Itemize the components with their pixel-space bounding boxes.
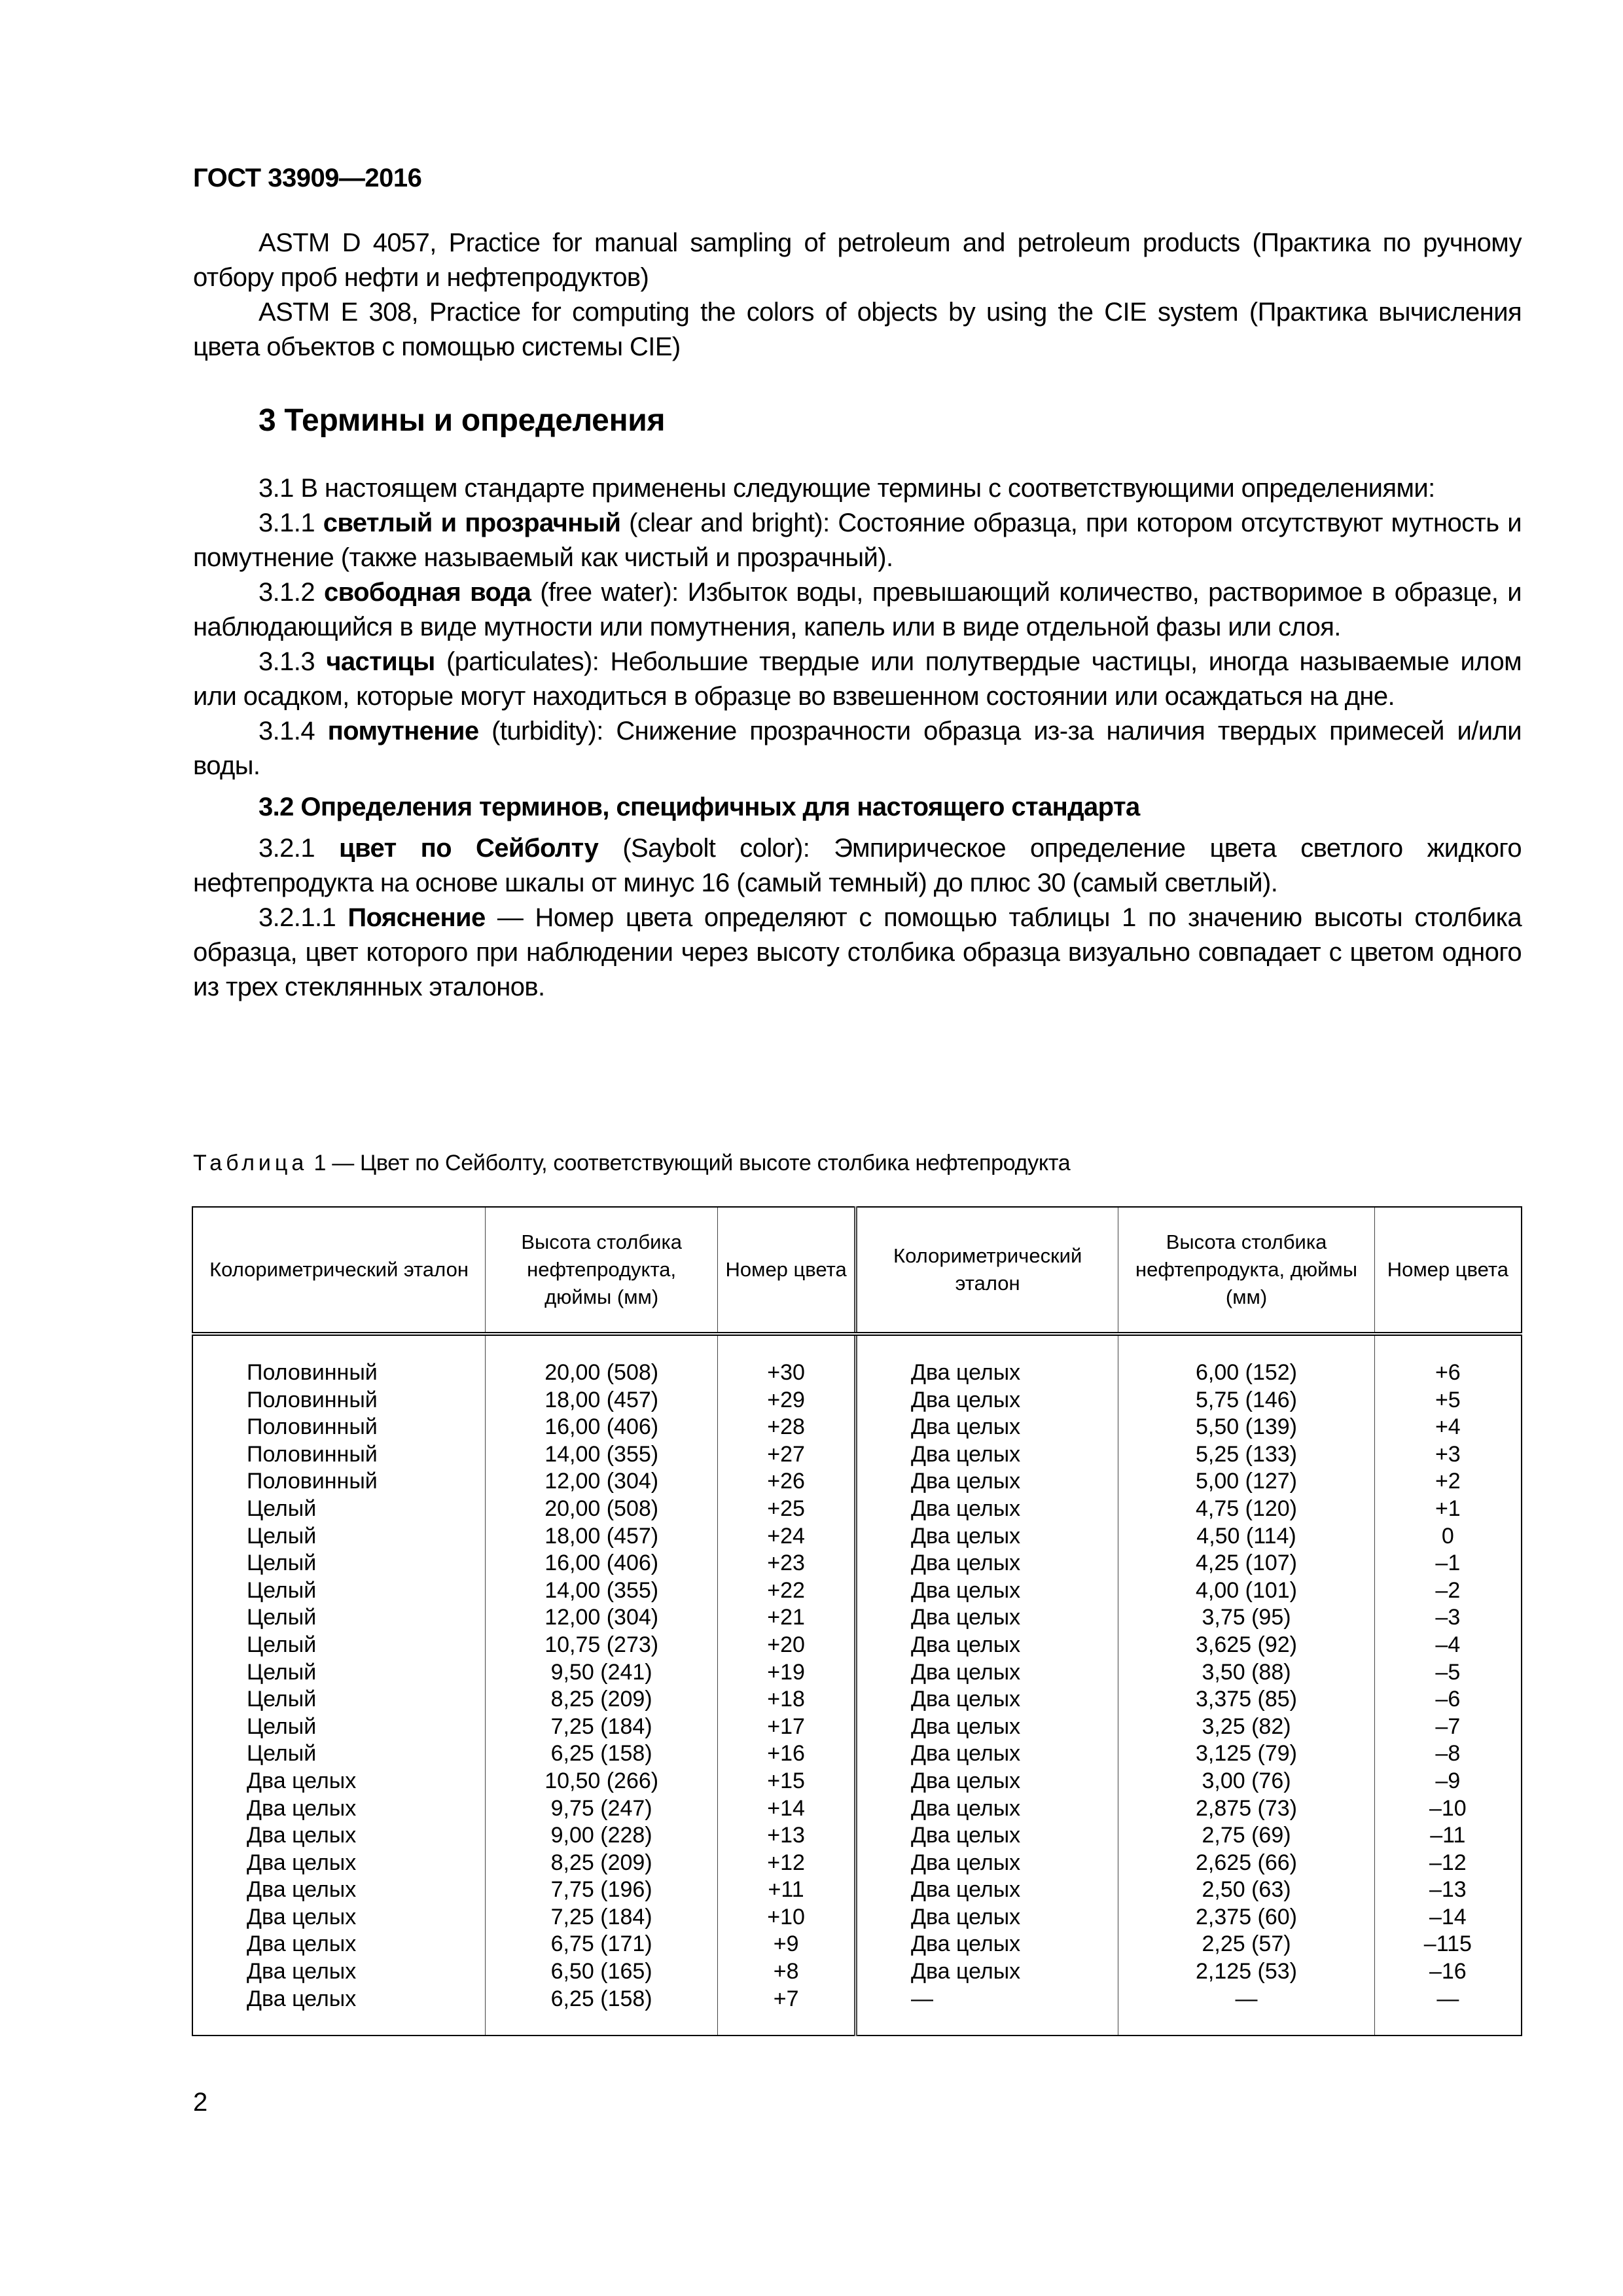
standard-cell: Два целых [855,1441,1118,1469]
height-cell: 3,625 (92) [1118,1632,1374,1659]
color-number-cell: –13 [1374,1876,1522,1904]
height-cell: 2,625 (66) [1118,1850,1374,1877]
standard-cell: Целый [247,1632,317,1657]
term-text: (clear and bright): Состояние образца, при котором отсутствуют мутность и помутнение (также называемый как чистый и прозрачный). [193,509,1522,572]
color-number-cell: +5 [1374,1387,1522,1414]
definitions-intro: 3.1 В настоящем стандарте применены следующие термины с соответствующими определениями: [259,474,1435,503]
term-definition [193,831,1522,901]
table-header-row [192,1207,1522,1334]
height-cell: 12,00 (304) [486,1468,718,1496]
spacer-row [192,1334,1522,1359]
standard-cell: Половинный [247,1387,378,1412]
standard-cell: Два целых [855,1577,1118,1605]
color-number-cell: +15 [718,1768,856,1795]
term-name: Пояснение [348,903,486,932]
standard-cell: Два целых [855,1795,1118,1823]
color-number-cell: +8 [718,1958,856,1986]
color-number-cell: 0 [1374,1523,1522,1551]
height-cell: 5,25 (133) [1118,1441,1374,1469]
color-number-cell: +6 [1374,1359,1522,1387]
color-number-cell: +25 [718,1496,856,1523]
standard-cell: Два целых [855,1876,1118,1904]
standard-cell: Два целых [855,1713,1118,1741]
column-header: Высота столбика нефтепродукта, дюймы (мм) [486,1207,718,1334]
height-cell: 6,75 (171) [486,1931,718,1958]
saybolt-color-table [192,1206,1522,2036]
height-cell: 12,00 (304) [486,1604,718,1632]
color-number-cell: +19 [718,1659,856,1687]
spacer-row [192,2013,1522,2036]
table-row [192,1550,1522,1577]
table-row [192,1468,1522,1496]
table-row [192,1577,1522,1605]
height-cell: 2,125 (53) [1118,1958,1374,1986]
term-definition [193,506,1522,575]
standard-cell: Два целых [247,1986,357,2011]
table-row [192,1822,1522,1850]
standard-cell: Два целых [855,1550,1118,1577]
height-cell: 18,00 (457) [486,1387,718,1414]
height-cell: 6,50 (165) [486,1958,718,1986]
table-row [192,1523,1522,1551]
color-number-cell: +11 [718,1876,856,1904]
standard-cell: Два целых [855,1359,1118,1387]
height-cell: 16,00 (406) [486,1414,718,1441]
color-number-cell: +28 [718,1414,856,1441]
color-number-cell: +4 [1374,1414,1522,1441]
color-number-cell: +23 [718,1550,856,1577]
color-number-cell: –14 [1374,1904,1522,1931]
table-row [192,1414,1522,1441]
term-number: 3.1.2 [259,578,315,607]
standard-cell: Два целых [855,1850,1118,1877]
standard-cell: Два целых [855,1822,1118,1850]
color-number-cell: +26 [718,1468,856,1496]
color-number-cell: +29 [718,1387,856,1414]
color-number-cell: –12 [1374,1850,1522,1877]
term-text: (particulates): Небольшие твердые или полутвердые частицы, иногда называемые илом или осадком, которые могут находиться в образце во взвешенном состоянии или осаждаться на дне. [193,647,1522,711]
standard-cell: Два целых [855,1468,1118,1496]
height-cell: 14,00 (355) [486,1577,718,1605]
color-number-cell: +17 [718,1713,856,1741]
term-note [193,901,1522,1005]
height-cell: 2,375 (60) [1118,1904,1374,1931]
definitions [193,471,1522,1005]
term-definition [193,575,1522,645]
column-header: Номер цвета [1374,1207,1522,1334]
height-cell: 6,25 (158) [486,1740,718,1768]
term-number: 3.2.1 [259,834,315,863]
color-number-cell: –1 [1374,1550,1522,1577]
standard-cell: Целый [247,1659,317,1685]
height-cell: 3,375 (85) [1118,1686,1374,1713]
table-row [192,1740,1522,1768]
term-name: помутнение [327,717,479,745]
height-cell: 3,00 (76) [1118,1768,1374,1795]
standard-cell: Два целых [247,1768,357,1793]
table-row [192,1768,1522,1795]
subsection-heading: 3.2 Определения терминов, специфичных для настоящего стандарта [259,793,1140,821]
standard-cell: Два целых [247,1795,357,1821]
table-row [192,1496,1522,1523]
height-cell: 9,00 (228) [486,1822,718,1850]
term-text: (free water): Избыток воды, превышающий количество, растворимое в образце, и наблюдающийся в виде мутности или помутнения, капель или в виде отдельной фазы или слоя. [193,578,1522,641]
height-cell: 2,875 (73) [1118,1795,1374,1823]
height-cell: 2,75 (69) [1118,1822,1374,1850]
standard-cell: Два целых [247,1931,357,1957]
color-number-cell: +16 [718,1740,856,1768]
height-cell: 6,25 (158) [486,1986,718,2013]
reference-item: ASTM E 308, Practice for computing the colors of objects by using the CIE system (Практика вычисления цвета объектов с помощью системы CIE) [193,298,1522,361]
color-number-cell: — [1374,1986,1522,2013]
term-name: свободная вода [323,578,531,607]
color-number-cell: +27 [718,1441,856,1469]
standard-cell: Два целых [247,1850,357,1875]
standard-cell: Два целых [855,1659,1118,1687]
table-row [192,1904,1522,1931]
table-row [192,1359,1522,1387]
height-cell: 2,50 (63) [1118,1876,1374,1904]
table-row [192,1876,1522,1904]
standard-cell: Два целых [855,1931,1118,1958]
document-id: ГОСТ 33909—2016 [193,164,422,192]
height-cell: 5,50 (139) [1118,1414,1374,1441]
term-number: 3.1.3 [259,647,315,676]
term-name: цвет по Сейболту [339,834,599,863]
height-cell: 8,25 (209) [486,1850,718,1877]
color-number-cell: –2 [1374,1577,1522,1605]
standard-cell: Целый [247,1577,317,1603]
table-row [192,1795,1522,1823]
column-header: Высота столбика нефтепродукта, дюймы (мм) [1118,1207,1374,1334]
height-cell: 7,25 (184) [486,1904,718,1931]
color-number-cell: –11 [1374,1822,1522,1850]
standard-cell: Целый [247,1741,317,1767]
height-cell: 10,75 (273) [486,1632,718,1659]
standard-cell: Два целых [247,1823,357,1848]
color-number-cell: +3 [1374,1441,1522,1469]
reference-item: ASTM D 4057, Practice for manual sampling of petroleum and petroleum products (Практика по ручному отбору проб нефти и нефтепродуктов) [193,228,1522,292]
color-number-cell: +22 [718,1577,856,1605]
term-text: (Saybolt color): Эмпирическое определение цвета светлого жидкого нефтепродукта на основе шкалы от минус 16 (самый темный) до плюс 30 (самый светлый). [193,834,1522,897]
height-cell: 9,50 (241) [486,1659,718,1687]
standard-cell: Два целых [855,1740,1118,1768]
color-number-cell: +7 [718,1986,856,2013]
standard-cell: Два целых [855,1496,1118,1523]
table-row [192,1604,1522,1632]
term-number: 3.2.1.1 [259,903,336,932]
table-body [192,1334,1522,2036]
term-number: 3.1.1 [259,509,315,537]
color-number-cell: +2 [1374,1468,1522,1496]
color-number-cell: +30 [718,1359,856,1387]
height-cell: 9,75 (247) [486,1795,718,1823]
standard-cell: Половинный [247,1414,378,1440]
color-number-cell: –9 [1374,1768,1522,1795]
standard-cell: Целый [247,1496,317,1521]
normative-references [193,226,1522,365]
color-number-cell: +24 [718,1523,856,1551]
height-cell: — [1118,1986,1374,2013]
height-cell: 18,00 (457) [486,1523,718,1551]
term-text: — Номер цвета определяют с помощью таблицы 1 по значению высоты столбика образца, цвет которого при наблюдении через высоту столбика образца визуально совпадает с цветом одного из трех стеклянных эталонов. [193,903,1522,1001]
standard-cell: — [855,1986,1118,2013]
table-row [192,1686,1522,1713]
column-header: Колориметрический эталон [192,1207,486,1334]
color-number-cell: +18 [718,1686,856,1713]
height-cell: 7,75 (196) [486,1876,718,1904]
term-definition [193,645,1522,714]
color-number-cell: –5 [1374,1659,1522,1687]
standard-cell: Два целых [855,1632,1118,1659]
color-number-cell: –6 [1374,1686,1522,1713]
color-number-cell: +1 [1374,1496,1522,1523]
standard-cell: Половинный [247,1360,378,1385]
standard-cell: Два целых [855,1686,1118,1713]
height-cell: 4,50 (114) [1118,1523,1374,1551]
column-header: Номер цвета [718,1207,856,1334]
table-row [192,1931,1522,1958]
standard-cell: Два целых [855,1414,1118,1441]
color-number-cell: +12 [718,1850,856,1877]
color-number-cell: +14 [718,1795,856,1823]
color-number-cell: –7 [1374,1713,1522,1741]
standard-cell: Два целых [855,1387,1118,1414]
standard-cell: Два целых [247,1904,357,1929]
color-number-cell: –8 [1374,1740,1522,1768]
standard-cell: Целый [247,1523,317,1549]
standard-cell: Целый [247,1551,317,1576]
height-cell: 7,25 (184) [486,1713,718,1741]
standard-cell: Два целых [855,1523,1118,1551]
height-cell: 3,25 (82) [1118,1713,1374,1741]
table-row [192,1387,1522,1414]
color-number-cell: +10 [718,1904,856,1931]
height-cell: 20,00 (508) [486,1496,718,1523]
height-cell: 16,00 (406) [486,1550,718,1577]
color-number-cell: –4 [1374,1632,1522,1659]
height-cell: 4,00 (101) [1118,1577,1374,1605]
height-cell: 5,00 (127) [1118,1468,1374,1496]
color-number-cell: –115 [1374,1931,1522,1958]
color-number-cell: –3 [1374,1604,1522,1632]
standard-cell: Целый [247,1687,317,1712]
height-cell: 2,25 (57) [1118,1931,1374,1958]
table-row [192,1659,1522,1687]
height-cell: 8,25 (209) [486,1686,718,1713]
table-row [192,1441,1522,1469]
height-cell: 3,50 (88) [1118,1659,1374,1687]
height-cell: 3,75 (95) [1118,1604,1374,1632]
table-row [192,1850,1522,1877]
height-cell: 3,125 (79) [1118,1740,1374,1768]
standard-cell: Половинный [247,1469,378,1494]
table-row [192,1958,1522,1986]
term-definition [193,714,1522,783]
table-row [192,1632,1522,1659]
color-number-cell: +13 [718,1822,856,1850]
standard-cell: Два целых [855,1604,1118,1632]
table-caption-label: Таблица [193,1151,308,1175]
color-number-cell: +21 [718,1604,856,1632]
table-caption-text: 1 — Цвет по Сейболту, соответствующий высоте столбика нефтепродукта [308,1151,1071,1175]
section-heading: 3 Термины и определения [259,403,666,438]
height-cell: 5,75 (146) [1118,1387,1374,1414]
height-cell: 10,50 (266) [486,1768,718,1795]
height-cell: 4,25 (107) [1118,1550,1374,1577]
color-number-cell: –10 [1374,1795,1522,1823]
table-row [192,1986,1522,2013]
standard-cell: Целый [247,1605,317,1630]
column-header: Колориметрический эталон [855,1207,1118,1334]
height-cell: 6,00 (152) [1118,1359,1374,1387]
page-number: 2 [193,2088,208,2117]
term-text: (turbidity): Снижение прозрачности образца из-за наличия твердых примесей и/или воды. [193,717,1522,780]
table-row [192,1713,1522,1741]
color-number-cell: –16 [1374,1958,1522,1986]
standard-cell: Два целых [247,1877,357,1903]
standard-cell: Половинный [247,1441,378,1467]
height-cell: 20,00 (508) [486,1359,718,1387]
standard-cell: Два целых [247,1959,357,1984]
term-number: 3.1.4 [259,717,315,745]
term-name: светлый и прозрачный [323,509,621,537]
height-cell: 14,00 (355) [486,1441,718,1469]
standard-cell: Два целых [855,1904,1118,1931]
color-number-cell: +20 [718,1632,856,1659]
color-number-cell: +9 [718,1931,856,1958]
standard-cell: Целый [247,1713,317,1739]
term-name: частицы [326,647,435,676]
standard-cell: Два целых [855,1958,1118,1986]
table-caption [193,1151,1070,1176]
height-cell: 4,75 (120) [1118,1496,1374,1523]
standard-cell: Два целых [855,1768,1118,1795]
